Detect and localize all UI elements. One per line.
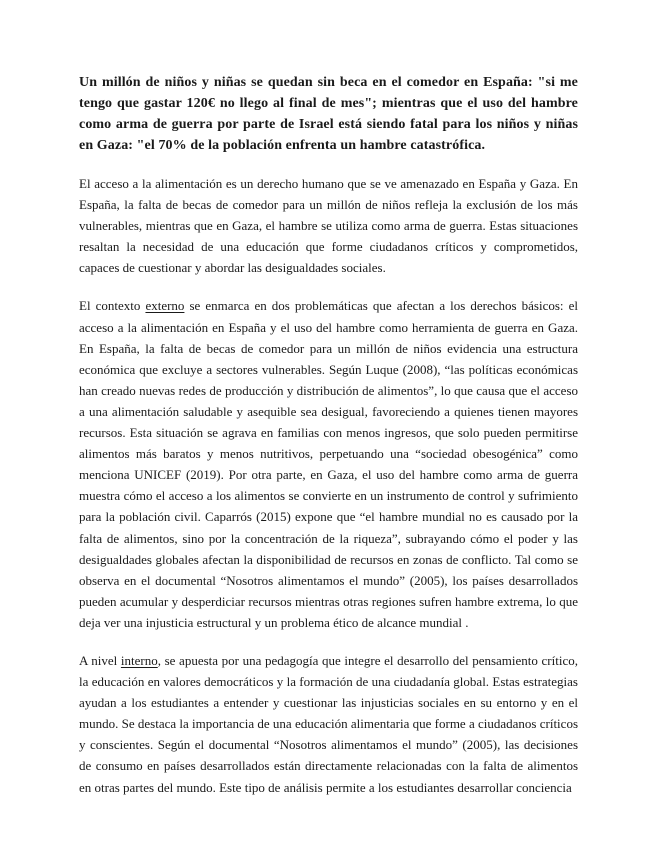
paragraph-internal-prefix: A nivel [79,652,121,668]
document-heading: Un millón de niños y niñas se quedan sin beca en el comedor en España: "si me tengo que gastar 120€ no llego al final de mes"; mientras que el uso del hambre como arma de guerra por parte de Israel está siendo fatal para los niños y niñas en Gaza: "el 70% de la población enfrenta un hambre catastrófica. [79,75,578,153]
paragraph-external-prefix: El contexto [79,298,146,314]
paragraph-internal-context [79,650,578,798]
paragraph-external-body: se enmarca en dos problemáticas que afectan a los derechos básicos: el acceso a la alimentación en España y el uso del hambre como herramienta de guerra en Gaza. En España, la falta de becas de comedor para un millón de niños evidencia una estructura económica que excluye a sectores vulnerables. Según Luque (2008), “las políticas económicas han creado nuevas redes de producción y distribución de alimentos”, lo que causa que el acceso a una alimentación saludable y asequible sea desigual, favoreciendo a quienes tienen mayores recursos. Esta situación se agrava en familias con menos ingresos, que solo pueden permitirse alimentos más baratos y menos nutritivos, perpetuando una “sociedad obesogénica” como menciona UNICEF (2019). Por otra parte, en Gaza, el uso del hambre como arma de guerra muestra cómo el acceso a los alimentos se convierte en un instrumento de control y sufrimiento para la población civil. Caparrós (2015) expone que “el hambre mundial no es causado por la falta de alimentos, sino por la concentración de la riqueza”, subrayando cómo el poder y las desigualdades globales afectan la disponibilidad de recursos en zonas de conflicto. Tal como se observa en el documental “Nosotros alimentamos el mundo” (2005), los países desarrollados pueden acumular y desperdiciar recursos mientras otras regiones sufren hambre extrema, lo que deja ver una injusticia estructural y un problema ético de alcance mundial . [79,298,578,630]
document-page [79,72,578,815]
underlined-term-externo: externo [145,298,185,314]
paragraph-external-context [79,295,578,633]
paragraph-internal-body: , se apuesta por una pedagogía que integre el desarrollo del pensamiento crítico, la educación en valores democráticos y la formación de una ciudadanía global. Estas estrategias ayudan a los estudiantes a entender y cuestionar las injusticias sociales en su entorno y en el mundo. Se destaca la importancia de una educación alimentaria que forme a ciudadanos críticos y conscientes. Según el documental “Nosotros alimentamos el mundo” (2005), las decisiones de consumo en países desarrollados están directamente relacionadas con la falta de alimentos en otras partes del mundo. Este tipo de análisis permite a los estudiantes desarrollar conciencia [79,652,578,795]
underlined-term-interno: interno [120,652,158,668]
paragraph-intro: El acceso a la alimentación es un derecho humano que se ve amenazado en España y Gaza. En España, la falta de becas de comedor para un millón de niños refleja la exclusión de los más vulnerables, mientras que en Gaza, el hambre se utiliza como arma de guerra. Estas situaciones resaltan la necesidad de una educación que forme ciudadanos críticos y comprometidos, capaces de cuestionar y abordar las desigualdades sociales. [79,176,578,276]
